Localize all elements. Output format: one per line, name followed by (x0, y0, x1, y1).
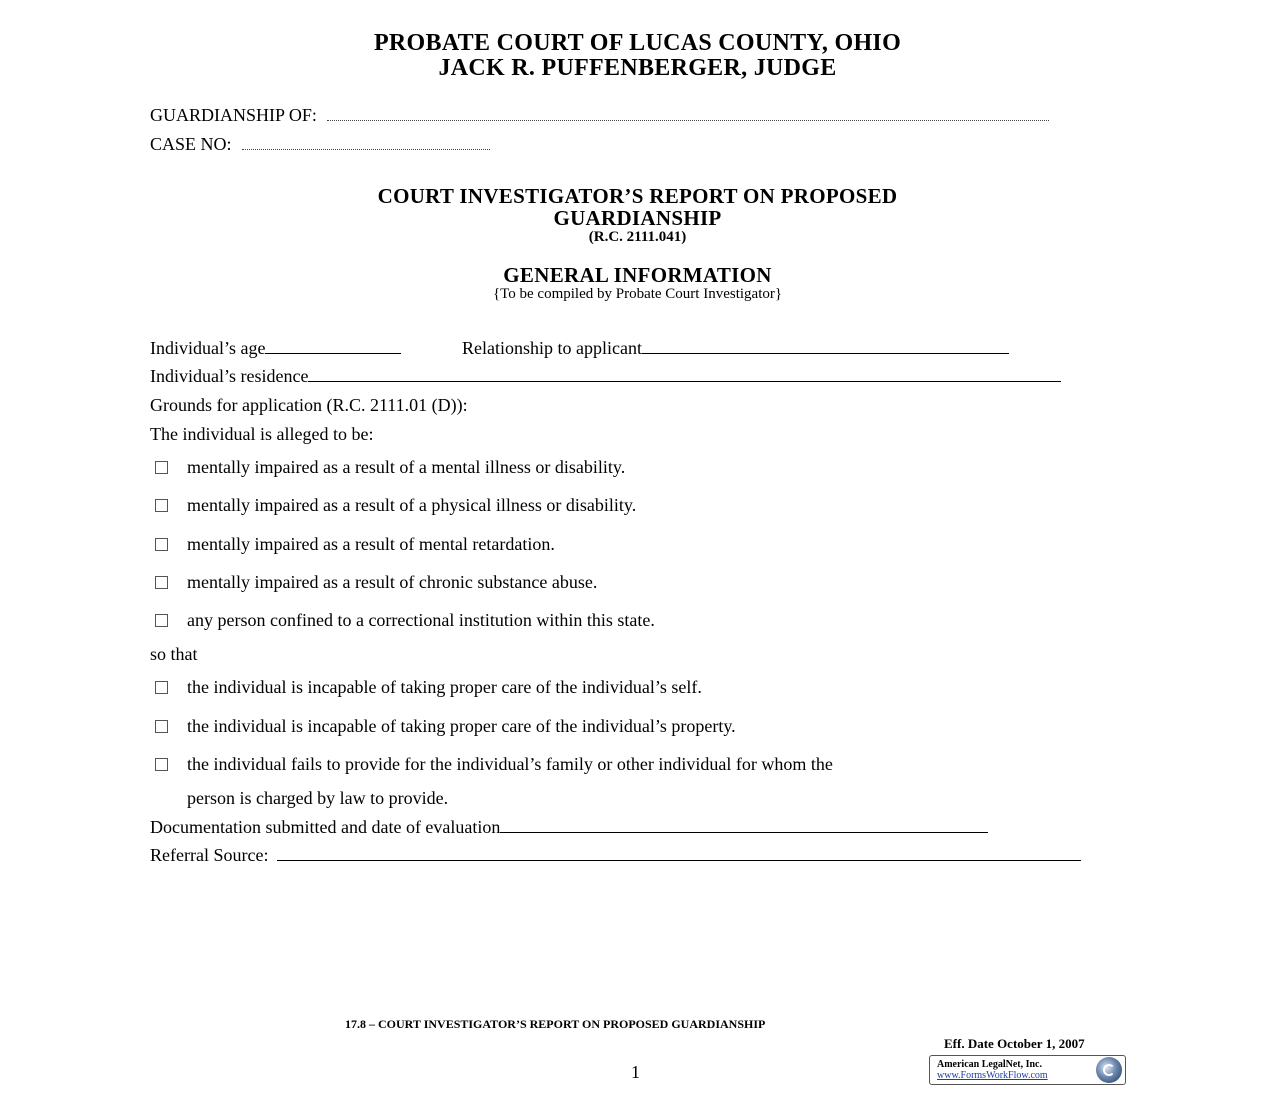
residence-label: Individual’s residence (150, 366, 309, 386)
documentation-row (150, 817, 988, 838)
guardianship-of-label: GUARDIANSHIP OF: (150, 105, 317, 125)
alleged-checkbox-retardation[interactable] (155, 538, 168, 551)
page-number: 1 (631, 1062, 640, 1082)
alleged-option-physical-illness: mentally impaired as a result of a physical illness or disability. (187, 495, 637, 515)
residence-input[interactable] (308, 367, 1061, 382)
alleged-option-correctional: any person confined to a correctional institution within this state. (187, 610, 655, 630)
so-that-label: so that (150, 644, 198, 664)
judge-name: JACK R. PUFFENBERGER, JUDGE (438, 55, 837, 81)
footer-form-title: 17.8 – COURT INVESTIGATOR’S REPORT ON PROPOSED GUARDIANSHIP (345, 1017, 766, 1031)
so-that-option-family-continuation: person is charged by law to provide. (187, 788, 449, 808)
alleged-checkbox-substance-abuse[interactable] (155, 576, 168, 589)
section-heading: GENERAL INFORMATION (503, 263, 772, 287)
referral-label: Referral Source: (150, 845, 269, 865)
relationship-input[interactable] (642, 339, 1009, 354)
alleged-checkbox-mental-illness[interactable] (155, 461, 168, 474)
grounds-label: Grounds for application (R.C. 2111.01 (D)): (150, 395, 468, 415)
documentation-label: Documentation submitted and date of evaluation (150, 817, 501, 837)
guardianship-of-input[interactable] (327, 106, 1049, 121)
alleged-checkbox-physical-illness[interactable] (155, 499, 168, 512)
statute-reference: (R.C. 2111.041) (588, 229, 687, 245)
alleged-option-retardation: mentally impaired as a result of mental retardation. (187, 534, 555, 554)
publisher-url[interactable]: www.FormsWorkFlow.com (937, 1070, 1048, 1081)
so-that-option-property: the individual is incapable of taking proper care of the individual’s property. (187, 716, 736, 736)
court-name: PROBATE COURT OF LUCAS COUNTY, OHIO (373, 30, 902, 56)
referral-row (150, 845, 1081, 866)
report-title-line2: GUARDIANSHIP (553, 206, 722, 230)
alleged-checkbox-correctional[interactable] (155, 614, 168, 627)
age-label: Individual’s age (150, 338, 266, 358)
referral-input[interactable] (277, 846, 1081, 861)
section-subheading: {To be compiled by Probate Court Investigator} (492, 286, 783, 302)
age-input[interactable] (265, 339, 401, 354)
globe-icon (1096, 1057, 1122, 1083)
residence-row (150, 366, 1061, 387)
documentation-input[interactable] (500, 818, 988, 833)
so-that-option-self: the individual is incapable of taking proper care of the individual’s self. (187, 677, 702, 697)
so-that-checkbox-self[interactable] (155, 681, 168, 694)
case-no-label: CASE NO: (150, 134, 232, 154)
publisher-name: American LegalNet, Inc. (937, 1059, 1042, 1070)
so-that-checkbox-property[interactable] (155, 720, 168, 733)
alleged-option-substance-abuse: mentally impaired as a result of chronic substance abuse. (187, 572, 598, 592)
age-relationship-row (150, 338, 1009, 359)
alleged-option-mental-illness: mentally impaired as a result of a mental illness or disability. (187, 457, 626, 477)
so-that-option-family: the individual fails to provide for the individual’s family or other individual for whom the (187, 754, 833, 774)
alleged-label: The individual is alleged to be: (150, 424, 374, 444)
report-title-line1: COURT INVESTIGATOR’S REPORT ON PROPOSED (377, 184, 898, 208)
case-no-field (150, 134, 490, 155)
relationship-label: Relationship to applicant (461, 338, 642, 358)
case-no-input[interactable] (242, 135, 490, 150)
guardianship-of-field (150, 105, 1049, 126)
publisher-logo[interactable] (929, 1055, 1126, 1085)
effective-date: Eff. Date October 1, 2007 (944, 1036, 1085, 1051)
so-that-checkbox-family[interactable] (155, 758, 168, 771)
